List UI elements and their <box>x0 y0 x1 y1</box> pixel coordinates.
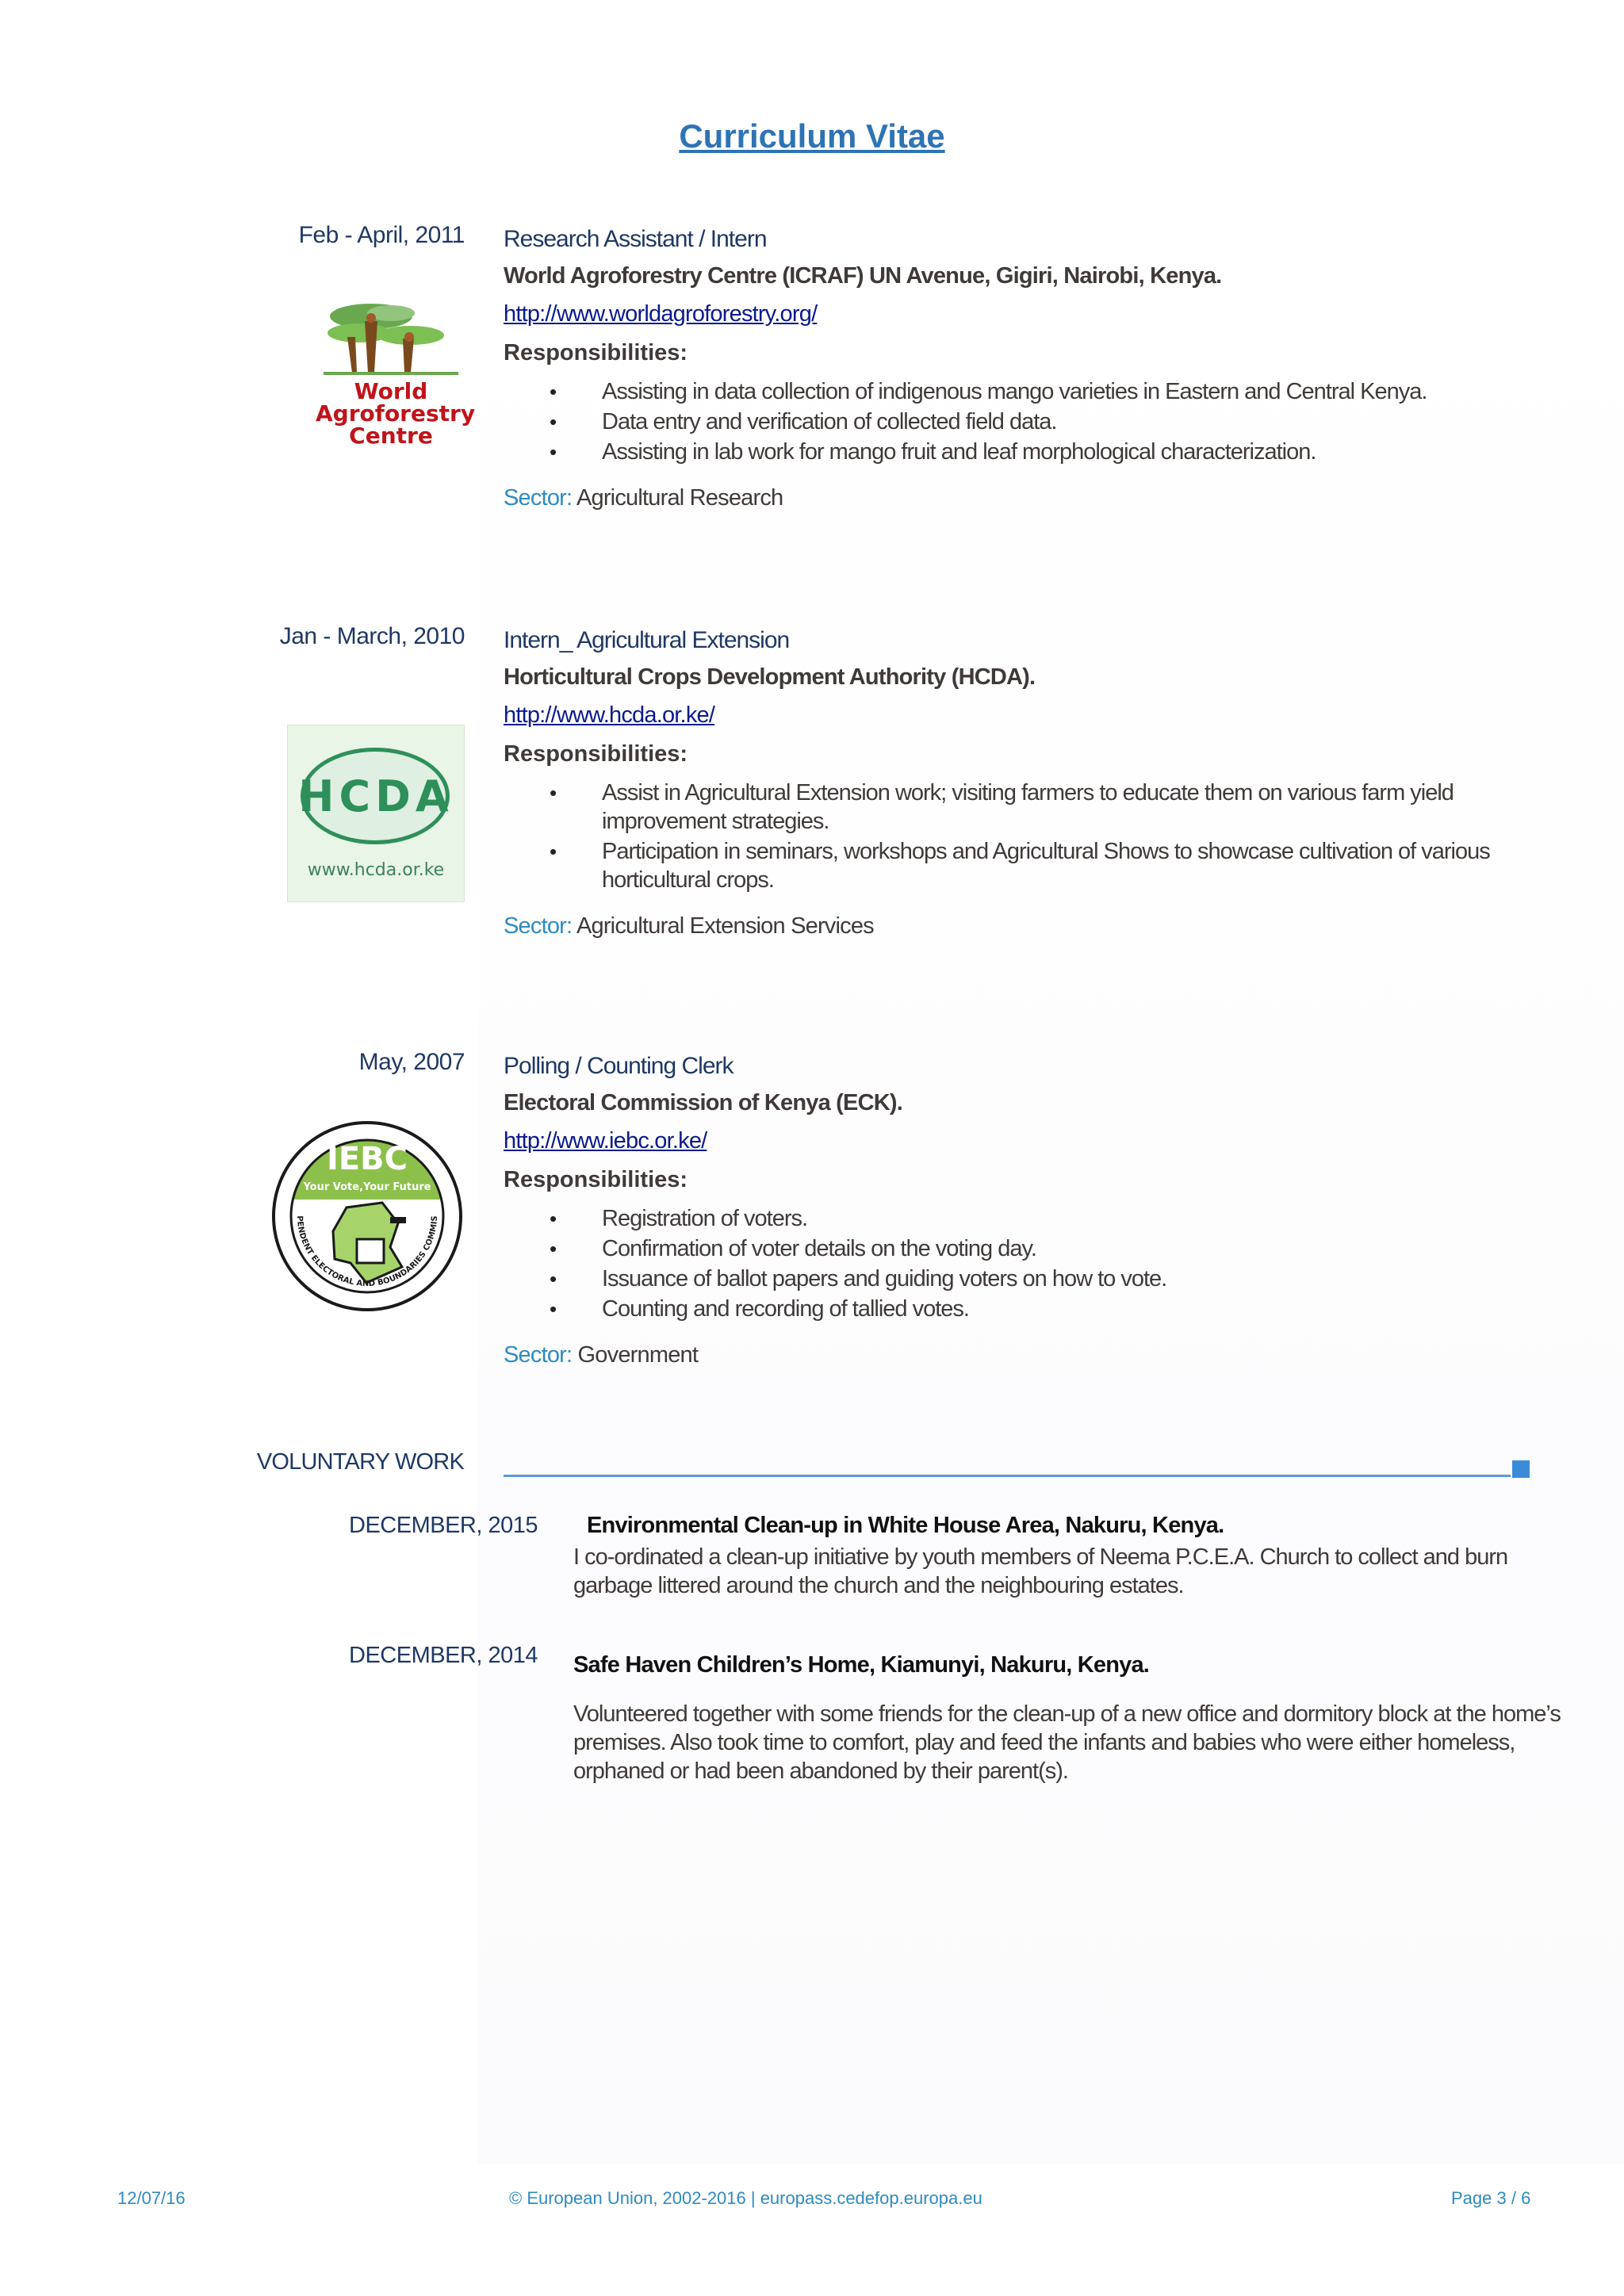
footer-page-number: Page 3 / 6 <box>1451 2188 1531 2208</box>
responsibilities-heading: Responsibilities: <box>504 741 688 767</box>
sector-line <box>504 909 1534 943</box>
world-agroforestry-logo <box>316 289 476 452</box>
sector-line <box>504 1337 1534 1372</box>
voluntary-title: Environmental Clean-up in White House Area, Nakuru, Kenya. <box>587 1513 1224 1538</box>
sector-label: Sector: <box>504 1342 573 1368</box>
voluntary-date: DECEMBER, 2015 <box>349 1513 538 1538</box>
list-item: • Counting and recording of tallied votes. <box>550 1296 969 1322</box>
list-item: • Assisting in lab work for mango fruit and leaf morphological characterization. <box>550 439 1316 465</box>
logo-text: HCDA <box>298 771 454 821</box>
svg-text:INDEPENDENT ELECTORAL AND BOUN: PENDENT ELECTORAL AND BOUNDARIES COMMIS <box>294 1215 440 1289</box>
list-item: • Confirmation of voter details on the voting day. <box>550 1236 1036 1261</box>
logo-text: World Agroforestry Centre <box>316 378 476 449</box>
employer-name: Electoral Commission of Kenya (ECK). <box>504 1090 902 1115</box>
svg-text:IEBC: IEBC <box>326 1141 408 1177</box>
hcda-logo <box>287 725 465 902</box>
work-date: Jan - March, 2010 <box>279 623 465 649</box>
work-details <box>504 1049 1534 1372</box>
tree-icon <box>316 289 466 377</box>
sector-value: Agricultural Research <box>576 485 783 511</box>
list-item: • Assist in Agricultural Extension work; visiting farmers to educate them on various farm yield improvement strategies. <box>550 780 1454 834</box>
list-item: • Data entry and verification of collected field data. <box>550 409 1057 434</box>
responsibilities-list <box>504 779 1534 894</box>
employer-link[interactable]: http://www.iebc.or.ke/ <box>504 1128 707 1154</box>
list-item: • Issuance of ballot papers and guiding voters on how to vote. <box>550 1266 1167 1292</box>
job-role: Polling / Counting Clerk <box>504 1053 733 1079</box>
employer-link[interactable]: http://www.worldagroforestry.org/ <box>504 301 818 327</box>
page-title: Curriculum Vitae <box>679 117 945 155</box>
sector-label: Sector: <box>504 485 573 511</box>
list-item: • Assisting in data collection of indigenous mango varieties in Eastern and Central Kenya. <box>550 379 1427 404</box>
employer-name: World Agroforestry Centre (ICRAF) UN Avenue, Gigiri, Nairobi, Kenya. <box>504 263 1222 289</box>
work-date: May, 2007 <box>358 1049 465 1075</box>
sector-value: Agricultural Extension Services <box>576 913 874 939</box>
footer-copyright: © European Union, 2002-2016 | europass.cedefop.europa.eu <box>509 2188 982 2208</box>
list-item: • Participation in seminars, workshops and Agricultural Shows to showcase cultivation of various horticultural crops. <box>550 839 1490 893</box>
iebc-logo <box>271 1120 463 1312</box>
responsibilities-list <box>504 377 1534 466</box>
section-divider <box>504 1475 1511 1477</box>
voluntary-date: DECEMBER, 2014 <box>349 1643 538 1668</box>
voluntary-description: Volunteered together with some friends for the clean-up of a new office and dormitory block at the home’s premises. Also took time to comfort, play and feed the infants and babies who were either homeless, orphaned or had been abandoned by their parent(s). <box>573 1701 1561 1784</box>
employer-name: Horticultural Crops Development Authority (HCDA). <box>504 664 1036 690</box>
section-heading: VOLUNTARY WORK <box>256 1449 464 1475</box>
sector-value: Government <box>577 1342 699 1368</box>
svg-text:Your Vote,Your Future: Your Vote,Your Future <box>303 1181 431 1193</box>
work-details <box>504 623 1534 943</box>
job-role: Intern_ Agricultural Extension <box>504 627 790 653</box>
work-date: Feb - April, 2011 <box>298 222 465 248</box>
list-item: • Registration of voters. <box>550 1206 808 1231</box>
employer-link[interactable]: http://www.hcda.or.ke/ <box>504 702 715 728</box>
sector-line <box>504 480 1534 515</box>
section-marker-icon <box>1512 1460 1530 1478</box>
responsibilities-list <box>504 1204 1534 1323</box>
responsibilities-heading: Responsibilities: <box>504 340 688 365</box>
iebc-seal-icon <box>271 1120 463 1312</box>
voluntary-title: Safe Haven Children’s Home, Kiamunyi, Nakuru, Kenya. <box>573 1652 1150 1678</box>
footer-date: 12/07/16 <box>117 2188 186 2208</box>
work-details <box>504 222 1534 515</box>
voluntary-description: I co-ordinated a clean-up initiative by youth members of Neema P.C.E.A. Church to collect and burn garbage littered around the church and the neighbouring estates. <box>573 1544 1508 1598</box>
job-role: Research Assistant / Intern <box>504 226 767 252</box>
sector-label: Sector: <box>504 913 573 939</box>
responsibilities-heading: Responsibilities: <box>504 1167 688 1192</box>
logo-url: www.hcda.or.ke <box>307 860 445 880</box>
